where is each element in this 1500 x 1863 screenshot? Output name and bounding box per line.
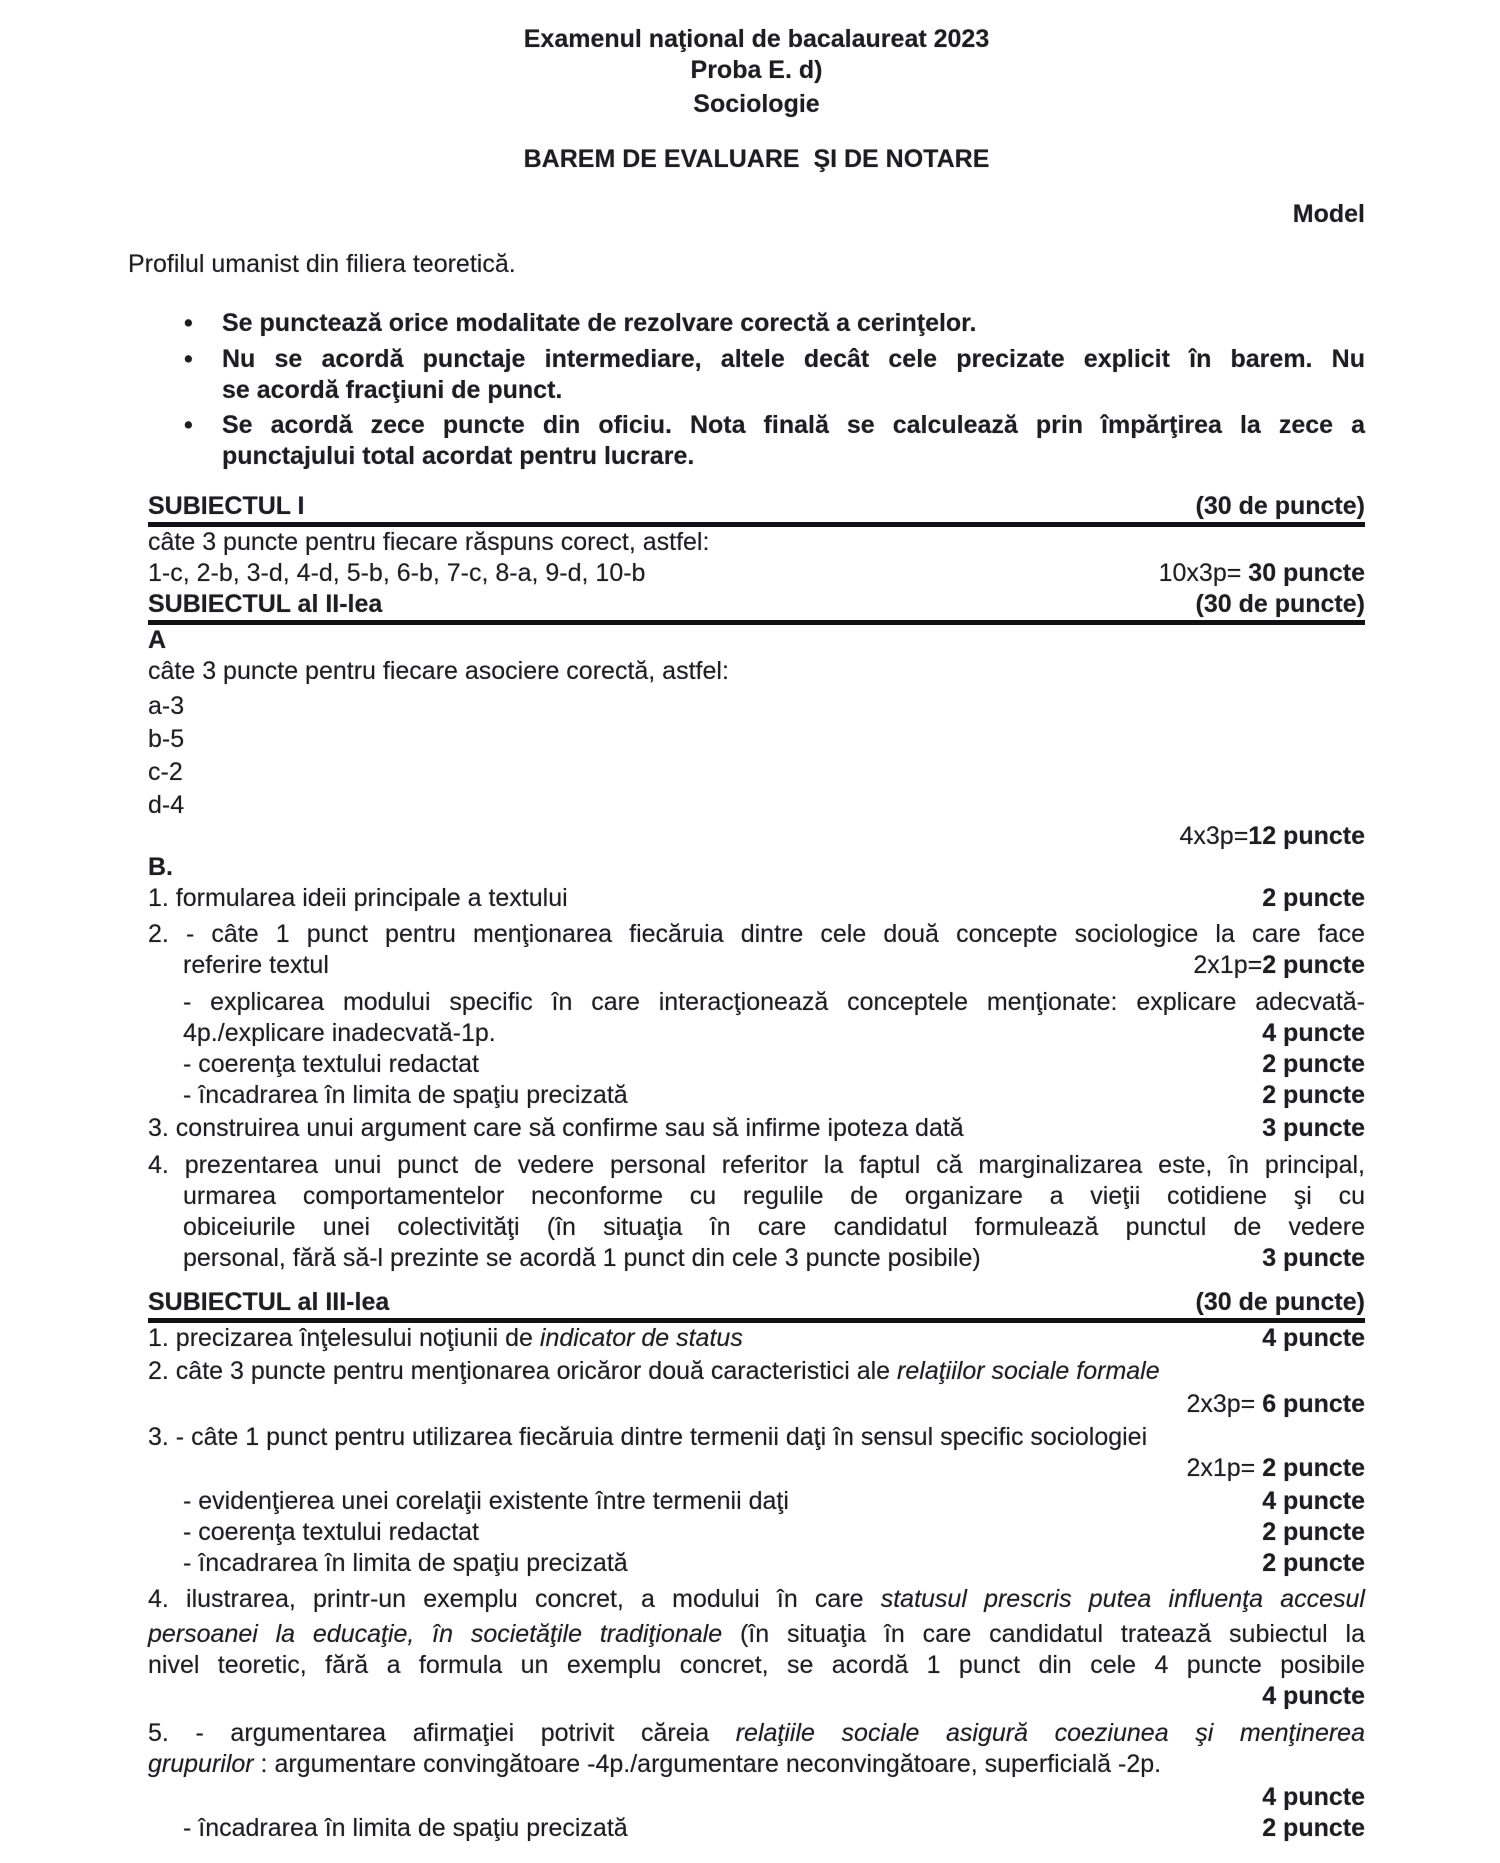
subject1-heading-row <box>148 491 1365 527</box>
subject1-heading: SUBIECTUL I <box>148 492 305 520</box>
b-item2-line2: referire textul <box>183 951 329 979</box>
s3-item5-line2: grupurilor : argumentare convingătoare -4p./argumentare neconvingătoare, superficială -2p. <box>148 1750 1162 1778</box>
subject3-heading-points: (30 de puncte) <box>1195 1288 1365 1316</box>
b-item2-score <box>1193 950 1365 981</box>
s3-item5-points: 4 puncte <box>1262 1783 1365 1811</box>
b-item4-line3: obiceiurile unei colectivităţi (în situaţia în care candidatul formulează punctul de vedere <box>183 1213 1365 1241</box>
s3-item3-sub1: - evidenţierea unei corelaţii existente între termenii daţi <box>183 1487 789 1515</box>
subject1-intro: câte 3 puncte pentru fiecare răspuns corect, astfel: <box>148 528 710 556</box>
rule-line: Se acordă zece puncte din oficiu. Nota finală se calculează prin împărţirea la zece a <box>222 411 1365 439</box>
subject1-answers: 1-c, 2-b, 3-d, 4-d, 5-b, 6-b, 7-c, 8-a, 9-d, 10-b <box>148 559 646 587</box>
s3-item4-line2: persoanei la educaţie, în societăţile tradiţionale (în situaţia în care candidatul tratează subiectul la <box>148 1620 1365 1648</box>
b-item1-points: 2 puncte <box>1262 884 1365 912</box>
b-item3-text: 3. construirea unui argument care să confirme sau să infirme ipoteza dată <box>148 1114 964 1142</box>
score-value: 30 puncte <box>1248 559 1365 587</box>
s3-item4-line3: nivel teoretic, fără a formula un exemplu concret, se acordă 1 punct din cele 4 puncte posibile <box>148 1651 1365 1679</box>
b-item3-points: 3 puncte <box>1262 1114 1365 1142</box>
subject2-heading-row <box>148 589 1365 625</box>
pair-answer: c-2 <box>148 758 183 786</box>
b-item4-points: 3 puncte <box>1262 1244 1365 1272</box>
s3-item5-limit-points: 2 puncte <box>1262 1814 1365 1842</box>
b-item1-row <box>148 883 1365 914</box>
subject2-part-b-label: B. <box>148 853 173 881</box>
b-item2-expl-line1: - explicarea modului specific în care interacţionează conceptele menţionate: explicare adecvată- <box>183 988 1365 1016</box>
s3-item3-sub2: - coerenţa textului redactat <box>183 1518 479 1546</box>
pair-answer: d-4 <box>148 791 185 819</box>
s3-item2-term: relaţiilor sociale formale <box>897 1357 1160 1385</box>
s3-item4-term: statusul prescris putea influenţa accesul <box>880 1585 1365 1613</box>
subject1-heading-points: (30 de puncte) <box>1195 492 1365 520</box>
b-item2-expl-points: 4 puncte <box>1262 1019 1365 1047</box>
b-item4-line2: urmarea comportamentelor neconforme cu regulile de organizare a vieţii cotidiene şi cu <box>183 1182 1365 1210</box>
s3-item3-sub2-points: 2 puncte <box>1262 1518 1365 1546</box>
score-formula: 4x3p= <box>1179 822 1249 850</box>
bullet-icon: • <box>184 345 193 373</box>
b-item2-limit-points: 2 puncte <box>1262 1081 1365 1109</box>
b-item2-coherence: - coerenţa textului redactat <box>183 1050 479 1078</box>
b-item4-line1: 4. prezentarea unui punct de vedere personal referitor la faptul că marginalizarea este, în principal, <box>148 1151 1365 1179</box>
s3-item3-line1: 3. - câte 1 punct pentru utilizarea fiecăruia dintre termenii daţi în sensul specific sociologiei <box>148 1423 1148 1451</box>
model-label: Model <box>1292 200 1365 228</box>
s3-item5-term: grupurilor <box>148 1750 254 1778</box>
b-item2-line1: 2. - câte 1 punct pentru menţionarea fiecăruia dintre cele două concepte sociologice la care face <box>148 920 1365 948</box>
s3-item5-limit-row <box>148 1813 1365 1844</box>
s3-item5-line1: 5. - argumentarea afirmaţiei potrivit căreia relaţiile sociale asigură coeziunea şi menţinerea <box>148 1719 1365 1747</box>
s3-item2-text: 2. câte 3 puncte pentru menţionarea oricăror două caracteristici ale relaţiilor sociale formale <box>148 1357 1160 1385</box>
s3-item3-sub2-row <box>148 1517 1365 1548</box>
rule-item-2 <box>148 344 1365 406</box>
s3-item5-limit: - încadrarea în limita de spaţiu precizată <box>183 1814 628 1842</box>
b-item2-coherence-points: 2 puncte <box>1262 1050 1365 1078</box>
score-value: 2 puncte <box>1262 951 1365 979</box>
s3-item3-sub3-points: 2 puncte <box>1262 1549 1365 1577</box>
s3-item5-term: relaţiile sociale asigură coeziunea şi menţinerea <box>735 1719 1365 1747</box>
exam-title: Examenul naţional de bacalaureat 2023 <box>523 25 990 53</box>
s3-item3-sub3-row <box>148 1548 1365 1579</box>
subject3-heading-row <box>148 1287 1365 1323</box>
score-formula: 2x3p= <box>1186 1390 1263 1418</box>
score-formula: 10x3p= <box>1158 559 1249 587</box>
score-value: 2 puncte <box>1262 1454 1365 1482</box>
s3-item3-sub1-points: 4 puncte <box>1262 1487 1365 1515</box>
subject3-heading: SUBIECTUL al III-lea <box>148 1288 390 1316</box>
rule-item-1 <box>148 308 1365 339</box>
b-item2-limit: - încadrarea în limita de spaţiu precizată <box>183 1081 628 1109</box>
profile-note: Profilul umanist din filiera teoretică. <box>128 250 516 278</box>
subject2-part-a-intro: câte 3 puncte pentru fiecare asociere corectă, astfel: <box>148 657 729 685</box>
s3-item4-line1: 4. ilustrarea, printr-un exemplu concret, a modului în care statusul prescris putea influenţa accesul <box>148 1585 1365 1613</box>
rule-item-3 <box>148 410 1365 472</box>
b-item2-expl-line2: 4p./explicare inadecvată-1p. <box>183 1019 496 1047</box>
b-item1-text: 1. formularea ideii principale a textului <box>148 884 568 912</box>
b-item4-line4: personal, fără să-l prezinte se acordă 1 punct din cele 3 puncte posibile) <box>183 1244 981 1272</box>
rule-line: punctajului total acordat pentru lucrare. <box>222 442 695 470</box>
s3-item2-score-row <box>148 1389 1365 1420</box>
s3-item3-score <box>1186 1454 1365 1482</box>
subject2-part-a-label: A <box>148 626 167 654</box>
score-value: 6 puncte <box>1262 1390 1365 1418</box>
s3-item3-sub1-row <box>148 1486 1365 1517</box>
rule-text <box>222 410 1365 472</box>
subject2-part-a-score-row <box>148 821 1365 852</box>
subject2-part-a-score <box>1179 822 1365 850</box>
score-formula: 2x1p= <box>1186 1454 1263 1482</box>
subject2-heading: SUBIECTUL al II-lea <box>148 590 383 618</box>
subject1-answers-row <box>148 558 1365 589</box>
barem-title: BAREM DE EVALUARE ŞI DE NOTARE <box>523 145 990 173</box>
b-item2-limit-row <box>148 1080 1365 1111</box>
subject2-heading-points: (30 de puncte) <box>1195 590 1365 618</box>
bullet-icon: • <box>184 411 193 439</box>
score-value: 12 puncte <box>1248 822 1365 850</box>
s3-item1-text: 1. precizarea înţelesului noţiunii de indicator de status <box>148 1324 743 1352</box>
subject1-score <box>1159 558 1365 589</box>
exam-proba: Proba E. d) <box>690 56 823 84</box>
b-item2-expl-line2-row <box>148 1018 1365 1049</box>
rule-line: se acordă fracţiuni de punct. <box>222 376 563 404</box>
s3-item4-term: persoanei la educaţie, în societăţile tradiţionale <box>148 1620 723 1648</box>
s3-item3-score-row <box>148 1453 1365 1484</box>
exam-discipline: Sociologie <box>693 90 820 118</box>
pair-answer: b-5 <box>148 725 185 753</box>
b-item4-line4-row <box>148 1243 1365 1274</box>
bullet-icon: • <box>184 309 193 337</box>
s3-item3-sub3: - încadrarea în limita de spaţiu precizată <box>183 1549 628 1577</box>
rule-text: Se punctează orice modalitate de rezolvare corectă a cerinţelor. <box>222 309 977 337</box>
pair-answer: a-3 <box>148 692 185 720</box>
rule-text <box>222 344 1365 406</box>
s3-item1-term: indicator de status <box>539 1324 743 1352</box>
b-item2-line2-row <box>148 950 1365 981</box>
b-item3-row <box>148 1113 1365 1144</box>
s3-item2-score <box>1186 1390 1365 1418</box>
rule-line: Nu se acordă punctaje intermediare, altele decât cele precizate explicit în barem. Nu <box>222 345 1365 373</box>
b-item2-coherence-row <box>148 1049 1365 1080</box>
s3-item1-points: 4 puncte <box>1262 1324 1365 1352</box>
score-formula: 2x1p= <box>1193 951 1263 979</box>
s3-item4-points: 4 puncte <box>1262 1682 1365 1710</box>
s3-item1-row <box>148 1323 1365 1354</box>
